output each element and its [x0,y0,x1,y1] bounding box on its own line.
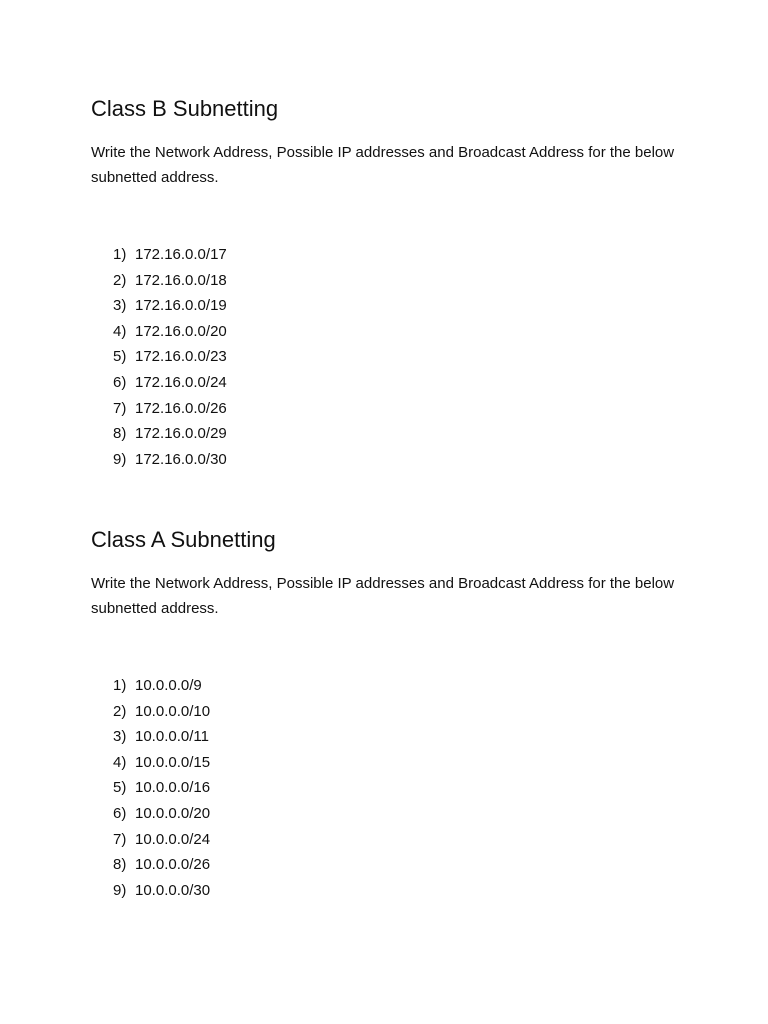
list-item [113,750,210,776]
ip-address: 10.0.0.0/26 [135,856,211,874]
ip-address: 172.16.0.0/18 [135,271,227,289]
list-item [113,852,210,878]
ip-address: 10.0.0.0/11 [135,728,209,746]
ip-address: 172.16.0.0/24 [135,373,227,391]
ip-address: 10.0.0.0/10 [135,702,211,720]
item-number: 1) [113,246,127,263]
item-number: 4) [113,753,127,771]
class-b-heading: Class B Subnetting [91,96,279,121]
class-a-section [91,525,691,899]
ip-address: 10.0.0.0/9 [135,677,202,694]
list-item [113,827,210,853]
list-item [113,242,227,268]
ip-address: 10.0.0.0/24 [135,830,211,848]
list-item [113,344,227,370]
item-number: 2) [113,702,127,720]
list-item [113,421,227,447]
item-number: 6) [113,373,127,391]
list-item [113,447,227,473]
list-item [113,370,227,396]
ip-address: 172.16.0.0/29 [135,425,227,443]
list-item [113,878,210,904]
item-number: 1) [113,677,127,694]
class-b-instruction: Write the Network Address, Possible IP addresses and Broadcast Address for the below subnetted address. [91,144,675,186]
item-number: 9) [113,450,127,468]
ip-address: 172.16.0.0/26 [135,399,227,417]
ip-address: 172.16.0.0/20 [135,322,227,340]
item-number: 7) [113,830,127,848]
ip-address: 10.0.0.0/30 [135,881,211,899]
ip-address: 10.0.0.0/20 [135,804,211,822]
list-item [113,268,227,294]
ip-address: 10.0.0.0/15 [135,753,211,771]
list-item [113,396,227,422]
class-a-heading: Class A Subnetting [91,527,276,552]
class-b-address-list [113,242,227,472]
item-number: 5) [113,779,127,797]
class-b-section [91,94,691,468]
class-a-address-list [113,673,210,903]
item-number: 8) [113,425,127,443]
item-number: 3) [113,297,127,315]
class-a-instruction: Write the Network Address, Possible IP addresses and Broadcast Address for the below subnetted address. [91,575,675,617]
ip-address: 172.16.0.0/19 [135,297,227,315]
ip-address: 172.16.0.0/23 [135,348,227,366]
list-item [113,673,210,699]
list-item [113,801,210,827]
ip-address: 10.0.0.0/16 [135,779,211,797]
item-number: 9) [113,881,127,899]
item-number: 4) [113,322,127,340]
item-number: 2) [113,271,127,289]
list-item [113,699,210,725]
list-item [113,293,227,319]
item-number: 6) [113,804,127,822]
list-item [113,319,227,345]
item-number: 3) [113,728,127,746]
ip-address: 172.16.0.0/17 [135,246,227,263]
item-number: 5) [113,348,127,366]
item-number: 7) [113,399,127,417]
list-item [113,724,210,750]
item-number: 8) [113,856,127,874]
list-item [113,775,210,801]
ip-address: 172.16.0.0/30 [135,450,227,468]
